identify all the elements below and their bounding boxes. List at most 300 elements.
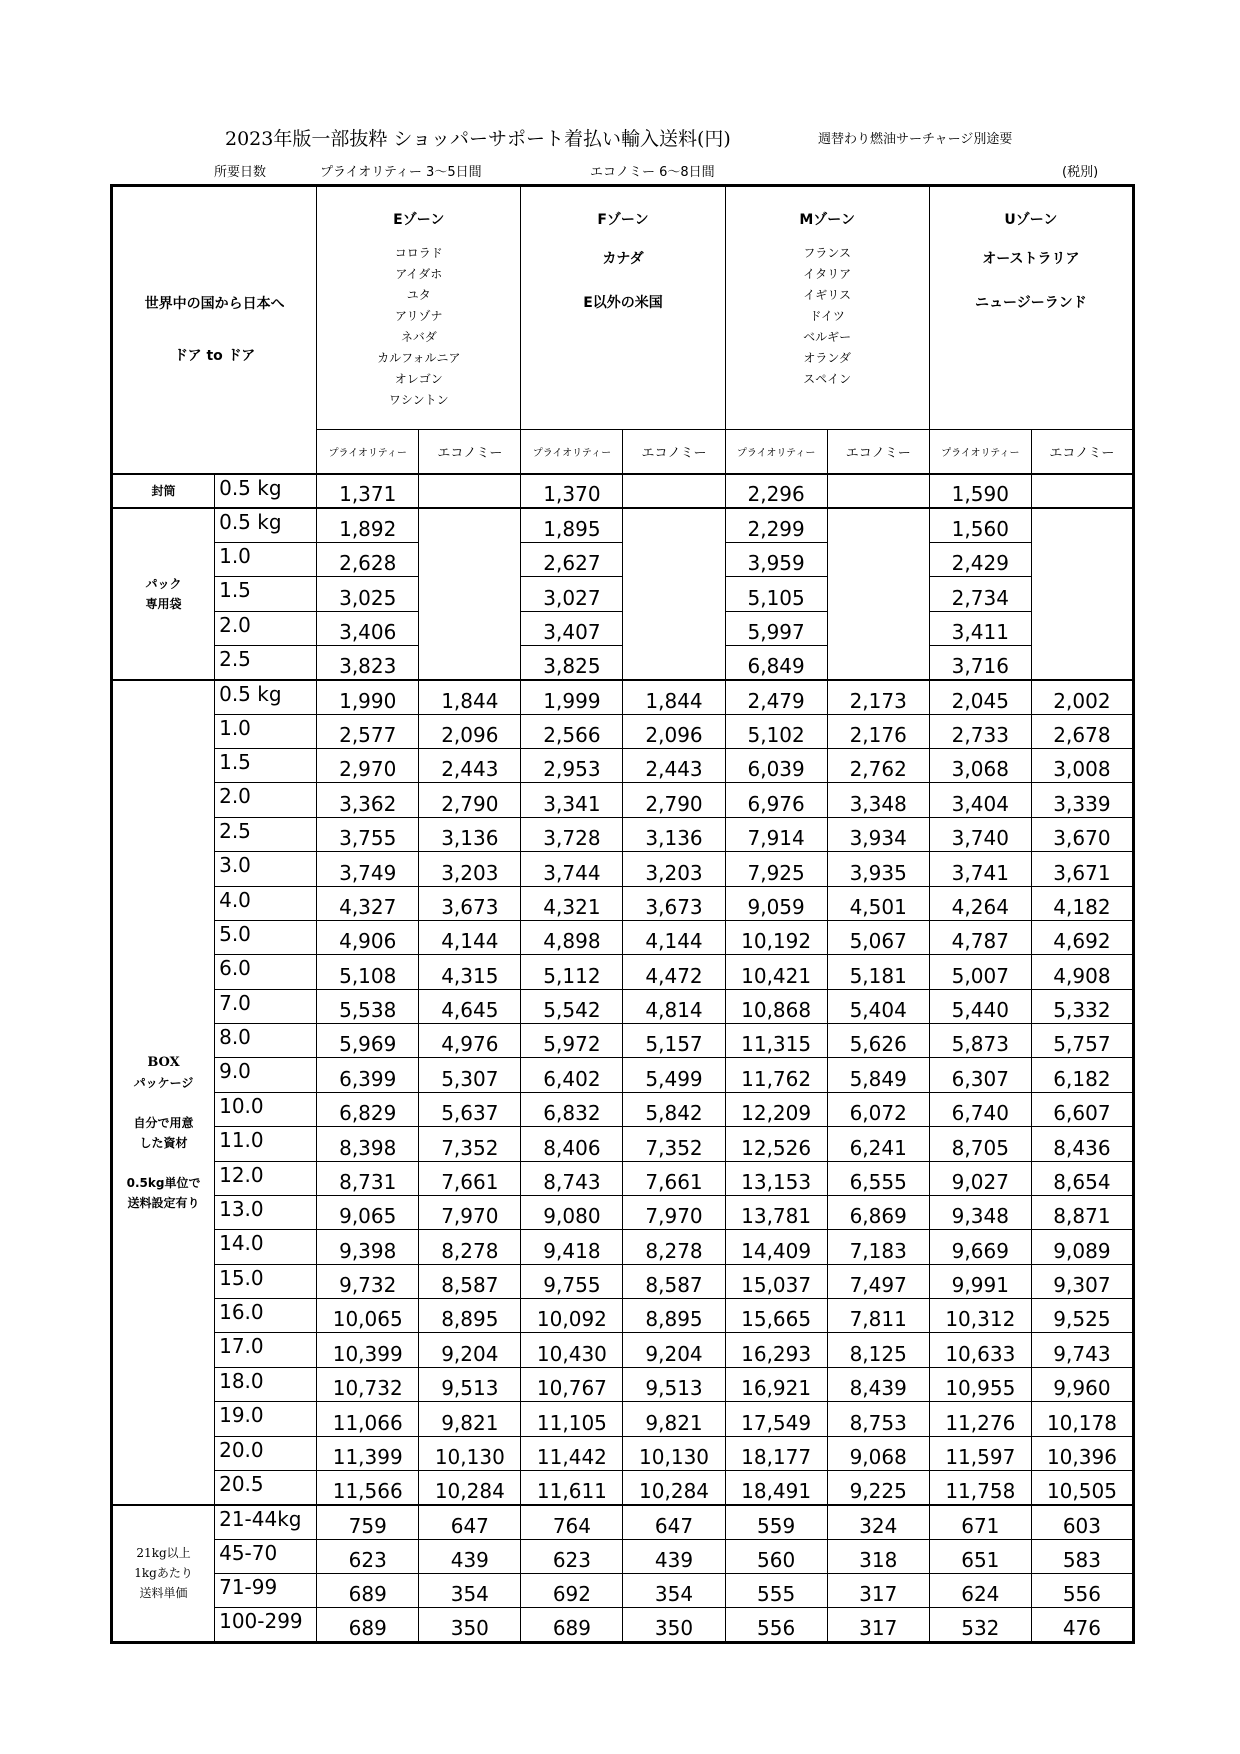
- rate-cell: 1,560: [929, 508, 1031, 542]
- rate-cell: 1,895: [521, 508, 623, 542]
- table-row: [112, 989, 1134, 1023]
- weight-cell: 19.0: [215, 1402, 317, 1436]
- table-row: [112, 783, 1134, 817]
- rate-cell: 12,209: [725, 1092, 827, 1126]
- rate-cell: 317: [827, 1608, 929, 1643]
- rate-cell: 7,183: [827, 1230, 929, 1264]
- rate-cell: 10,178: [1031, 1402, 1133, 1436]
- rate-cell: 5,157: [623, 1024, 725, 1058]
- country: イタリア: [803, 267, 852, 281]
- rate-cell: 5,112: [521, 955, 623, 989]
- table-row: [112, 680, 1134, 714]
- table-row: [112, 817, 1134, 851]
- rate-cell: 9,059: [725, 886, 827, 920]
- rate-cell: 3,068: [929, 749, 1031, 783]
- rate-cell: 5,440: [929, 989, 1031, 1023]
- rate-cell: 4,144: [623, 920, 725, 954]
- category-label: [112, 508, 215, 680]
- rate-cell: 6,555: [827, 1161, 929, 1195]
- table-row: [112, 852, 1134, 886]
- rate-cell: 16,921: [725, 1367, 827, 1401]
- country: カナダ: [602, 251, 644, 267]
- rate-cell: 10,421: [725, 955, 827, 989]
- rate-cell: 1,370: [521, 474, 623, 508]
- rate-cell: 9,525: [1031, 1299, 1133, 1333]
- rate-table: [110, 184, 1135, 1644]
- rate-cell: 3,673: [419, 886, 521, 920]
- rate-cell: 5,105: [725, 577, 827, 611]
- rate-cell: 8,895: [623, 1299, 725, 1333]
- rate-cell: 3,362: [317, 783, 419, 817]
- rate-cell: 4,645: [419, 989, 521, 1023]
- rate-cell: 2,577: [317, 714, 419, 748]
- weight-cell: 1.0: [215, 714, 317, 748]
- weight-cell: 0.5 kg: [215, 680, 317, 714]
- table-row: [112, 1470, 1134, 1504]
- rate-cell: 647: [623, 1505, 725, 1539]
- country: オレゴン: [394, 372, 443, 386]
- country: カルフォルニア: [377, 351, 461, 365]
- rate-cell: 1,892: [317, 508, 419, 542]
- rate-cell: 10,130: [419, 1436, 521, 1470]
- rate-cell: 3,411: [929, 611, 1031, 645]
- table-row: [112, 1574, 1134, 1608]
- rate-cell: 11,597: [929, 1436, 1031, 1470]
- rate-cell: 4,787: [929, 920, 1031, 954]
- empty-economy-cell: [623, 508, 725, 680]
- rate-cell: 9,065: [317, 1195, 419, 1229]
- rate-cell: 350: [419, 1608, 521, 1643]
- rate-cell: 9,089: [1031, 1230, 1133, 1264]
- service-economy-label: エコノミー: [623, 430, 725, 474]
- rate-cell: 8,743: [521, 1161, 623, 1195]
- rate-cell: 3,744: [521, 852, 623, 886]
- weight-cell: 4.0: [215, 886, 317, 920]
- rate-cell: 2,790: [419, 783, 521, 817]
- rate-cell: 9,513: [419, 1367, 521, 1401]
- category-label: [112, 680, 215, 1505]
- rate-cell: 6,402: [521, 1058, 623, 1092]
- rate-cell: 3,741: [929, 852, 1031, 886]
- country: ワシントン: [388, 393, 449, 407]
- weight-cell: 18.0: [215, 1367, 317, 1401]
- rate-cell: 6,832: [521, 1092, 623, 1126]
- rate-cell: 10,505: [1031, 1470, 1133, 1504]
- rate-cell: 15,665: [725, 1299, 827, 1333]
- rate-cell: 556: [725, 1608, 827, 1643]
- rate-cell: 9,669: [929, 1230, 1031, 1264]
- country: フランス: [803, 246, 851, 260]
- rate-cell: 11,762: [725, 1058, 827, 1092]
- table-row: [112, 1058, 1134, 1092]
- rate-cell: 4,327: [317, 886, 419, 920]
- zone-f-header: [521, 186, 725, 430]
- table-row: [112, 1539, 1134, 1573]
- category-text: 送料単価: [139, 1586, 188, 1601]
- rate-cell: 4,814: [623, 989, 725, 1023]
- corner-line-1: 世界中の国から日本へ: [144, 295, 285, 312]
- country: ベルギー: [803, 330, 852, 344]
- category-text: 0.5kg単位で: [126, 1175, 201, 1190]
- rate-cell: 2,678: [1031, 714, 1133, 748]
- rate-cell: 2,429: [929, 542, 1031, 576]
- weight-cell: 11.0: [215, 1127, 317, 1161]
- rate-cell: 3,136: [419, 817, 521, 851]
- rate-cell: 1,371: [317, 474, 419, 508]
- rate-cell: 10,399: [317, 1333, 419, 1367]
- zone-name: Fゾーン: [597, 212, 649, 228]
- rate-cell: 18,177: [725, 1436, 827, 1470]
- rate-cell: 623: [521, 1539, 623, 1573]
- rate-cell: 9,348: [929, 1195, 1031, 1229]
- rate-cell: 3,749: [317, 852, 419, 886]
- service-priority-label: プライオリティー: [725, 430, 827, 474]
- rate-cell: 6,976: [725, 783, 827, 817]
- rate-cell: 11,276: [929, 1402, 1031, 1436]
- table-row: [112, 577, 1134, 611]
- rate-cell: 8,731: [317, 1161, 419, 1195]
- rate-cell: 623: [317, 1539, 419, 1573]
- rate-cell: 8,895: [419, 1299, 521, 1333]
- weight-cell: 100-299: [215, 1608, 317, 1643]
- rate-cell: 15,037: [725, 1264, 827, 1298]
- rate-cell: 9,398: [317, 1230, 419, 1264]
- rate-cell: 759: [317, 1505, 419, 1539]
- rate-cell: 3,716: [929, 645, 1031, 679]
- rate-cell: 4,898: [521, 920, 623, 954]
- category-text: パッケージ: [133, 1075, 194, 1090]
- weight-cell: 1.5: [215, 749, 317, 783]
- category-label: 封筒: [112, 474, 215, 508]
- rate-cell: 9,080: [521, 1195, 623, 1229]
- rate-cell: 692: [521, 1574, 623, 1608]
- rate-cell: 4,315: [419, 955, 521, 989]
- rate-cell: 10,633: [929, 1333, 1031, 1367]
- rate-cell: 2,953: [521, 749, 623, 783]
- weight-cell: 2.0: [215, 783, 317, 817]
- rate-cell: 3,027: [521, 577, 623, 611]
- weight-cell: 0.5 kg: [215, 508, 317, 542]
- service-priority-label: プライオリティー: [521, 430, 623, 474]
- economy-days: エコノミー 6～8日間: [590, 165, 715, 180]
- rate-cell: 7,925: [725, 852, 827, 886]
- rate-cell: 11,566: [317, 1470, 419, 1504]
- rate-cell: 439: [623, 1539, 725, 1573]
- page-title: 2023年版一部抜粋 ショッパーサポート着払い輸入送料(円): [225, 128, 731, 150]
- rate-cell: 9,225: [827, 1470, 929, 1504]
- rate-cell: 2,733: [929, 714, 1031, 748]
- rate-cell: 3,671: [1031, 852, 1133, 886]
- category-text: パック: [145, 576, 182, 591]
- rate-cell: 14,409: [725, 1230, 827, 1264]
- rate-cell: 9,960: [1031, 1367, 1133, 1401]
- table-row: [112, 886, 1134, 920]
- rate-cell: 5,972: [521, 1024, 623, 1058]
- rate-cell: 9,732: [317, 1264, 419, 1298]
- priority-days: プライオリティー 3～5日間: [320, 165, 482, 180]
- weight-cell: 8.0: [215, 1024, 317, 1058]
- rate-cell: 3,404: [929, 783, 1031, 817]
- zone-u-header: [929, 186, 1133, 430]
- rate-cell: 4,472: [623, 955, 725, 989]
- rate-cell: 3,136: [623, 817, 725, 851]
- rate-cell: 5,538: [317, 989, 419, 1023]
- zone-name: Uゾーン: [1004, 212, 1058, 228]
- rate-cell: 4,144: [419, 920, 521, 954]
- table-row: [112, 1436, 1134, 1470]
- rate-cell: 5,637: [419, 1092, 521, 1126]
- rate-cell: [419, 474, 521, 508]
- category-text: した資材: [139, 1135, 188, 1150]
- rate-cell: 532: [929, 1608, 1031, 1643]
- weight-cell: 9.0: [215, 1058, 317, 1092]
- table-row: [112, 714, 1134, 748]
- rate-cell: 11,105: [521, 1402, 623, 1436]
- rate-cell: 2,627: [521, 542, 623, 576]
- table-row: [112, 1367, 1134, 1401]
- table-row: [112, 955, 1134, 989]
- rate-cell: 5,332: [1031, 989, 1133, 1023]
- weight-cell: 6.0: [215, 955, 317, 989]
- rate-cell: 1,990: [317, 680, 419, 714]
- country: アリゾナ: [395, 309, 443, 323]
- rate-cell: 7,497: [827, 1264, 929, 1298]
- country: オランダ: [803, 351, 851, 365]
- table-row: [112, 1264, 1134, 1298]
- tax-note: (税別): [1062, 165, 1099, 180]
- rate-cell: 5,404: [827, 989, 929, 1023]
- service-priority-label: プライオリティー: [317, 430, 419, 474]
- rate-cell: 3,025: [317, 577, 419, 611]
- rate-cell: 3,825: [521, 645, 623, 679]
- weight-cell: 16.0: [215, 1299, 317, 1333]
- rate-cell: 556: [1031, 1574, 1133, 1608]
- rate-cell: 11,611: [521, 1470, 623, 1504]
- table-row: [112, 749, 1134, 783]
- rate-cell: 6,607: [1031, 1092, 1133, 1126]
- rate-cell: 9,991: [929, 1264, 1031, 1298]
- weight-cell: 2.0: [215, 611, 317, 645]
- rate-cell: 354: [623, 1574, 725, 1608]
- service-priority-label: プライオリティー: [929, 430, 1031, 474]
- zone-countries: [930, 237, 1132, 325]
- rate-cell: 2,299: [725, 508, 827, 542]
- zone-name: Mゾーン: [799, 212, 855, 228]
- weight-cell: 71-99: [215, 1574, 317, 1608]
- rate-cell: 9,755: [521, 1264, 623, 1298]
- rate-cell: 8,753: [827, 1402, 929, 1436]
- rate-cell: 5,102: [725, 714, 827, 748]
- category-label: [112, 1505, 215, 1643]
- rate-cell: 651: [929, 1539, 1031, 1573]
- rate-cell: 689: [317, 1574, 419, 1608]
- category-text: 21kg以上: [136, 1546, 191, 1561]
- rate-cell: 12,526: [725, 1127, 827, 1161]
- rate-cell: 7,970: [623, 1195, 725, 1229]
- service-economy-label: エコノミー: [419, 430, 521, 474]
- rate-cell: 8,587: [623, 1264, 725, 1298]
- rate-cell: 5,757: [1031, 1024, 1133, 1058]
- table-row: [112, 474, 1134, 508]
- rate-cell: 10,732: [317, 1367, 419, 1401]
- rate-cell: 4,908: [1031, 955, 1133, 989]
- rate-cell: 11,399: [317, 1436, 419, 1470]
- country: イギリス: [803, 288, 852, 302]
- rate-cell: 13,153: [725, 1161, 827, 1195]
- rate-cell: 3,339: [1031, 783, 1133, 817]
- table-row: [112, 611, 1134, 645]
- table-row: [112, 1195, 1134, 1229]
- rate-cell: 5,108: [317, 955, 419, 989]
- rate-cell: 5,969: [317, 1024, 419, 1058]
- rate-cell: 7,914: [725, 817, 827, 851]
- rate-cell: 6,307: [929, 1058, 1031, 1092]
- rate-cell: 4,906: [317, 920, 419, 954]
- rate-cell: 9,027: [929, 1161, 1031, 1195]
- rate-cell: 2,096: [419, 714, 521, 748]
- country: スペイン: [803, 372, 852, 386]
- rate-cell: 5,499: [623, 1058, 725, 1092]
- rate-cell: 560: [725, 1539, 827, 1573]
- rate-cell: 9,204: [623, 1333, 725, 1367]
- rate-cell: 2,443: [623, 749, 725, 783]
- rate-cell: 6,039: [725, 749, 827, 783]
- weight-cell: 12.0: [215, 1161, 317, 1195]
- rate-cell: 10,396: [1031, 1436, 1133, 1470]
- rate-cell: [1031, 474, 1133, 508]
- rate-cell: 2,296: [725, 474, 827, 508]
- rate-cell: 1,844: [623, 680, 725, 714]
- rate-cell: 9,068: [827, 1436, 929, 1470]
- rate-cell: 3,959: [725, 542, 827, 576]
- rate-cell: 9,204: [419, 1333, 521, 1367]
- weight-cell: 0.5 kg: [215, 474, 317, 508]
- rate-cell: 6,241: [827, 1127, 929, 1161]
- rate-cell: 5,067: [827, 920, 929, 954]
- rate-cell: 3,203: [623, 852, 725, 886]
- empty-economy-cell: [1031, 508, 1133, 680]
- rate-cell: 6,182: [1031, 1058, 1133, 1092]
- rate-cell: 7,352: [419, 1127, 521, 1161]
- rate-cell: [623, 474, 725, 508]
- rate-cell: 2,176: [827, 714, 929, 748]
- rate-cell: 8,439: [827, 1367, 929, 1401]
- weight-cell: 2.5: [215, 817, 317, 851]
- rate-cell: 603: [1031, 1505, 1133, 1539]
- rate-cell: 6,869: [827, 1195, 929, 1229]
- rate-cell: 3,823: [317, 645, 419, 679]
- rate-cell: 8,125: [827, 1333, 929, 1367]
- rate-cell: 7,352: [623, 1127, 725, 1161]
- rate-cell: 3,670: [1031, 817, 1133, 851]
- rate-cell: 2,173: [827, 680, 929, 714]
- weight-cell: 10.0: [215, 1092, 317, 1126]
- country: オーストラリア: [982, 251, 1080, 267]
- rate-cell: 5,849: [827, 1058, 929, 1092]
- rate-cell: 5,842: [623, 1092, 725, 1126]
- rate-cell: 10,284: [419, 1470, 521, 1504]
- weight-cell: 1.5: [215, 577, 317, 611]
- days-label: 所要日数: [214, 165, 267, 180]
- rate-cell: 2,002: [1031, 680, 1133, 714]
- weight-cell: 3.0: [215, 852, 317, 886]
- rate-cell: 6,072: [827, 1092, 929, 1126]
- rate-cell: 2,628: [317, 542, 419, 576]
- table-row: [112, 1402, 1134, 1436]
- rate-table-container: [110, 184, 1135, 1644]
- table-row: [112, 1127, 1134, 1161]
- rate-cell: 1,999: [521, 680, 623, 714]
- rate-cell: 4,692: [1031, 920, 1133, 954]
- rate-cell: 3,740: [929, 817, 1031, 851]
- table-row: [112, 1299, 1134, 1333]
- weight-cell: 7.0: [215, 989, 317, 1023]
- rate-cell: 11,758: [929, 1470, 1031, 1504]
- rate-cell: 17,549: [725, 1402, 827, 1436]
- table-row: [112, 920, 1134, 954]
- weight-cell: 5.0: [215, 920, 317, 954]
- rate-cell: 3,673: [623, 886, 725, 920]
- rate-cell: 647: [419, 1505, 521, 1539]
- rate-cell: 1,590: [929, 474, 1031, 508]
- rate-cell: 11,315: [725, 1024, 827, 1058]
- rate-cell: 2,479: [725, 680, 827, 714]
- rate-cell: 10,130: [623, 1436, 725, 1470]
- rate-cell: 3,008: [1031, 749, 1133, 783]
- rate-cell: 10,430: [521, 1333, 623, 1367]
- rate-cell: 8,871: [1031, 1195, 1133, 1229]
- empty-economy-cell: [827, 508, 929, 680]
- rate-cell: 2,443: [419, 749, 521, 783]
- rate-cell: 10,312: [929, 1299, 1031, 1333]
- table-row: [112, 1024, 1134, 1058]
- rate-cell: 4,501: [827, 886, 929, 920]
- table-row: [112, 1092, 1134, 1126]
- rate-cell: 7,661: [419, 1161, 521, 1195]
- rate-cell: 16,293: [725, 1333, 827, 1367]
- rate-cell: 8,278: [623, 1230, 725, 1264]
- rate-cell: 8,436: [1031, 1127, 1133, 1161]
- rate-cell: 555: [725, 1574, 827, 1608]
- rate-cell: 8,398: [317, 1127, 419, 1161]
- weight-cell: 1.0: [215, 542, 317, 576]
- rate-cell: 5,542: [521, 989, 623, 1023]
- rate-cell: 583: [1031, 1539, 1133, 1573]
- rate-cell: 2,970: [317, 749, 419, 783]
- category-text: BOX: [147, 1054, 180, 1070]
- rate-cell: 350: [623, 1608, 725, 1643]
- rate-cell: 5,873: [929, 1024, 1031, 1058]
- zone-countries: [726, 243, 929, 390]
- country: ユタ: [406, 288, 431, 302]
- rate-cell: 10,065: [317, 1299, 419, 1333]
- weight-cell: 13.0: [215, 1195, 317, 1229]
- country: アイダホ: [395, 267, 443, 281]
- rate-cell: 8,406: [521, 1127, 623, 1161]
- weight-cell: 14.0: [215, 1230, 317, 1264]
- rate-cell: 3,934: [827, 817, 929, 851]
- rate-cell: 3,203: [419, 852, 521, 886]
- rate-cell: 7,970: [419, 1195, 521, 1229]
- rate-cell: 10,092: [521, 1299, 623, 1333]
- rate-cell: 9,513: [623, 1367, 725, 1401]
- zone-name: Eゾーン: [393, 212, 445, 228]
- table-row: [112, 1230, 1134, 1264]
- zone-countries: [317, 243, 520, 411]
- rate-cell: 559: [725, 1505, 827, 1539]
- table-corner-header: [112, 186, 317, 474]
- weight-cell: 20.5: [215, 1470, 317, 1504]
